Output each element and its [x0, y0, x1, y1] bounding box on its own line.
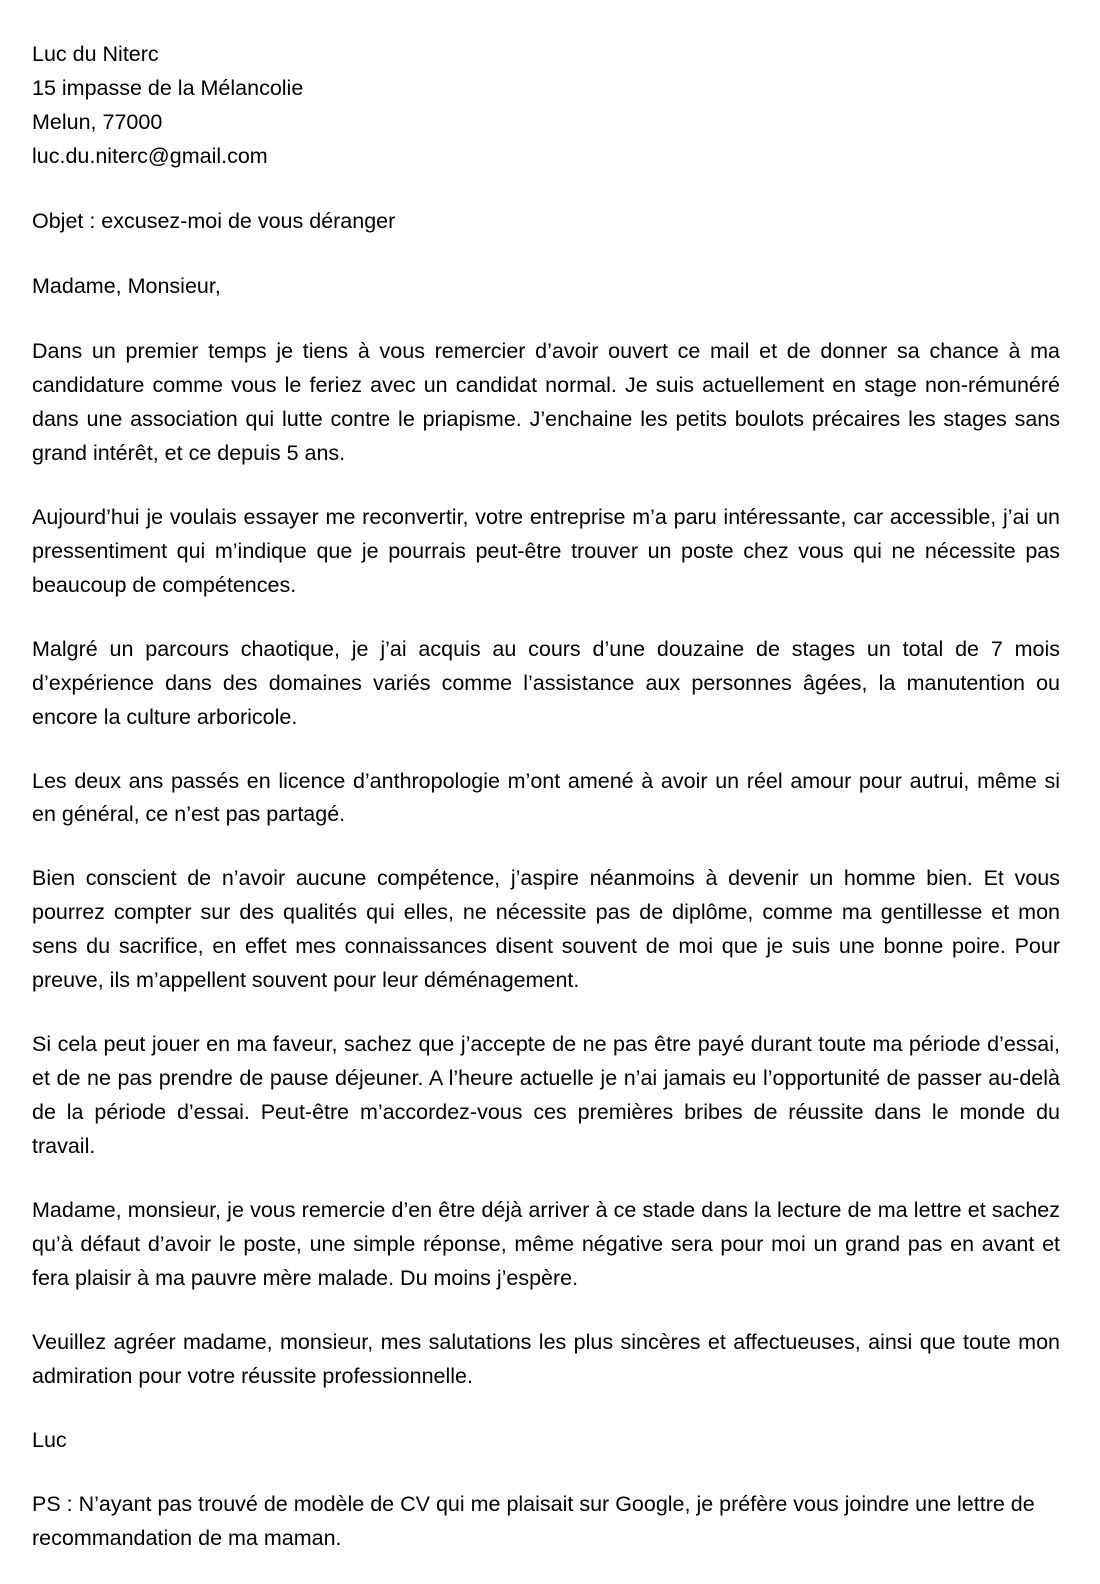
sender-name: Luc du Niterc	[32, 42, 159, 66]
sender-block	[32, 38, 1060, 174]
spacer	[32, 174, 1060, 205]
paragraph: Veuillez agréer madame, monsieur, mes salutations les plus sincères et affectueuses, ainsi que toute mon admiration pour votre réussite professionnelle.	[32, 1330, 1060, 1389]
paragraph: Aujourd’hui je voulais essayer me reconvertir, votre entreprise m’a paru intéressante, car accessible, j’ai un pressentiment qui m’indique que je pourrais peut-être trouver un poste chez vous qui ne nécessite pas beaucoup de compétences.	[32, 504, 1060, 597]
spacer	[32, 1164, 1060, 1194]
spacer	[32, 603, 1060, 633]
paragraph: Si cela peut jouer en ma faveur, sachez que j’accepte de ne pas être payé durant toute ma période d’essai, et de ne pas prendre de pause déjeuner. A l’heure actuelle je n’ai jamais eu l’opportunité de passer au-delà de la période d’essai. Peut-être m’accordez-vous ces premières bribes de réussite dans le monde du travail.	[32, 1032, 1060, 1159]
paragraph: Les deux ans passés en licence d’anthropologie m’ont amené à avoir un réel amour pour autrui, même si en général, ce n’est pas partagé.	[32, 768, 1060, 827]
sender-city-zip: Melun, 77000	[32, 109, 163, 134]
spacer	[32, 735, 1060, 765]
signature: Luc	[32, 1428, 67, 1453]
paragraph: Dans un premier temps je tiens à vous remercier d’avoir ouvert ce mail et de donner sa chance à ma candidature comme vous le feriez avec un candidat normal. Je suis actuellement en stage non-rémunéré dans une association qui lutte contre le priapisme. J’enchaine les petits boulots précaires les stages sans grand intérêt, et ce depuis 5 ans.	[32, 338, 1060, 465]
spacer	[32, 1458, 1060, 1488]
paragraph: Malgré un parcours chaotique, je j’ai acquis au cours d’une douzaine de stages un total de 7 mois d’expérience dans des domaines variés comme l’assistance aux personnes âgées, la manutention ou encore la culture arboricole.	[32, 636, 1060, 729]
spacer	[32, 471, 1060, 501]
spacer	[32, 832, 1060, 862]
paragraph: Madame, monsieur, je vous remercie d’en être déjà arriver à ce stade dans la lecture de ma lettre et sachez qu’à défaut d’avoir le poste, une simple réponse, même négative sera pour moi un grand pas en avant et fera plaisir à ma pauvre mère malade. Du moins j’espère.	[32, 1198, 1060, 1291]
sender-address: 15 impasse de la Mélancolie	[32, 75, 304, 100]
subject-line: Objet : excusez-moi de vous déranger	[32, 208, 396, 233]
spacer	[32, 304, 1060, 335]
letter-body	[32, 38, 1060, 1556]
paragraph: Bien conscient de n’avoir aucune compétence, j’aspire néanmoins à devenir un homme bien. Et vous pourrez compter sur des qualités qui elles, ne nécessite pas de diplôme, comme ma gentillesse et mon sens du sacrifice, en effet mes connaissances disent souvent de moi que je suis une bonne poire. Pour preuve, ils m’appellent souvent pour leur déménagement.	[32, 866, 1060, 993]
postscript: PS : N’ayant pas trouvé de modèle de CV qui me plaisait sur Google, je préfère vous joindre une lettre de recommandation de ma maman.	[32, 1492, 1035, 1550]
spacer	[32, 239, 1060, 270]
salutation: Madame, Monsieur,	[32, 273, 221, 298]
spacer	[32, 998, 1060, 1028]
spacer	[32, 1296, 1060, 1326]
sender-email: luc.du.niterc@gmail.com	[32, 143, 268, 168]
spacer	[32, 1394, 1060, 1424]
